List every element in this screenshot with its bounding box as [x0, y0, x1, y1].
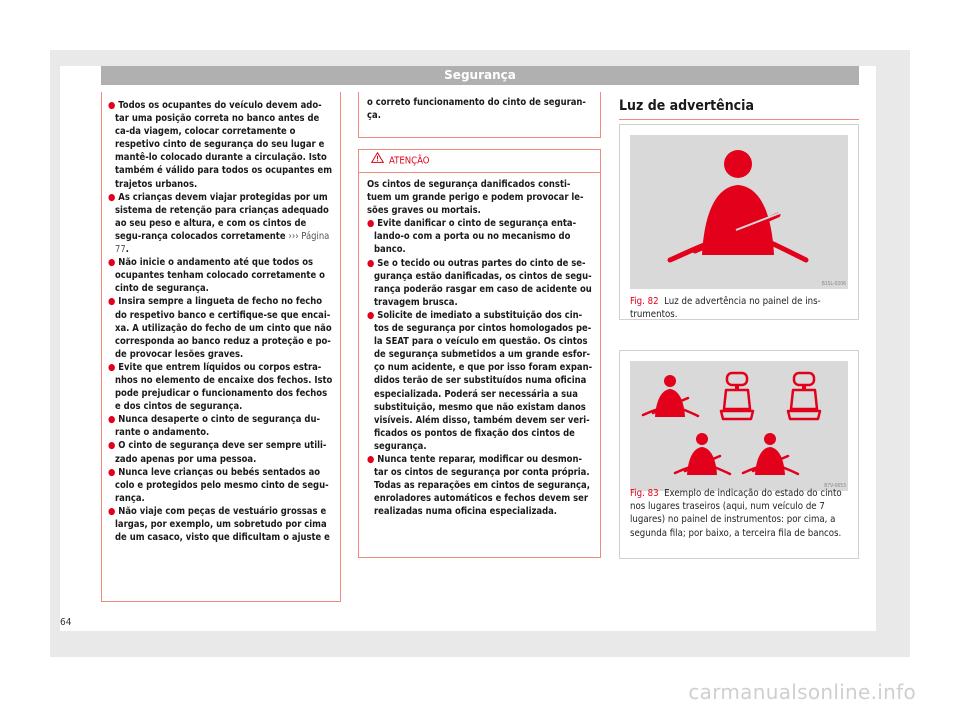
- warning-body: [359, 173, 600, 518]
- bullet-icon: ●: [108, 100, 119, 111]
- list-item: ● Não viaje com peças de vestuário grossas e largas, por exemplo, um sobretudo por cima de um casaco, visto que dificultam o ajuste e: [108, 505, 330, 544]
- bullet-icon: ●: [367, 309, 378, 321]
- rear-seatbelt-status-icon: [630, 361, 848, 491]
- figure-82-caption: Fig. 82 Luz de advertência no painel de ins-trumentos.: [630, 296, 821, 321]
- list-item: ● Insira sempre a lingueta de fecho no fecho do respetivo banco e certifique-se que encai-xa. A utilização do fecho de um cinto que não corresponda ao banco reduz a proteção e po-de provocar lesões graves.: [108, 296, 332, 360]
- bullet-icon: ●: [108, 466, 119, 478]
- warning-intro: Os cintos de segurança danificados consti-tuem um grande perigo e podem provocar le-sões graves ou mortais.: [367, 179, 584, 217]
- page-number: 64: [60, 617, 72, 628]
- safety-notes-column: [101, 92, 341, 602]
- watermark: carmanualsonline.info: [688, 680, 916, 704]
- bullet-icon: ●: [108, 361, 119, 373]
- section-title: Luz de advertência: [619, 98, 754, 114]
- bullet-icon: ●: [367, 257, 378, 269]
- list-item: ● O cinto de segurança deve ser sempre utili-zado apenas por uma pessoa.: [108, 440, 327, 465]
- warning-title: ATENÇÃO: [389, 155, 430, 167]
- bullet-icon: ●: [108, 191, 119, 203]
- bullet-icon: ●: [108, 257, 119, 269]
- continued-text: o correto funcionamento do cinto de seguran-ça.: [367, 97, 586, 122]
- bullet-icon: ●: [108, 414, 119, 426]
- list-item: ● Não inicie o andamento até que todos os ocupantes tenham colocado corretamente o cinto de segurança.: [108, 257, 325, 295]
- figure-code: B7V-0653: [824, 483, 846, 489]
- list-item: ● Nunca tente reparar, modificar ou desmon-tar os cintos de segurança por conta própria. Todas as reparações em cintos de segurança, enroladores automáticos e fechos devem ser realizadas numa oficina especializada.: [367, 453, 590, 518]
- figure-82-image: [630, 135, 848, 289]
- figure-83-caption: Fig. 83 Exemplo de indicação do estado do cinto nos lugares traseiros (aqui, num veículo de 7 lugares) no painel de instrumentos: por cima, a segunda fila; por baixo, a terceira fila de bancos.: [630, 488, 842, 539]
- list-item: ● Solicite de imediato a substituição dos cin-tos de segurança por cintos homologados pe-la SEAT para o veículo em questão. Os cintos de segurança submetidos a um grande esfor-ço num acidente, e que por isso foram expan-didos terão de ser substituídos numa oficina especializada. Poderá ser necessária a sua substituição, mesmo que não existam danos visíveis. Além disso, também devem ser veri-ficados os pontos de fixação dos cintos de segurança.: [367, 309, 593, 452]
- bullet-icon: ●: [108, 505, 119, 517]
- warning-box: [358, 149, 601, 558]
- figure-83: [619, 350, 859, 559]
- bullet-icon: ●: [108, 296, 119, 308]
- warning-header: [359, 150, 600, 173]
- figure-code: B1SL-0206: [821, 281, 846, 287]
- seatbelt-warning-icon: [630, 135, 848, 289]
- bullet-icon: ●: [367, 218, 378, 230]
- figure-83-image: [630, 361, 848, 491]
- page-reference-link[interactable]: ››› Página 77: [115, 230, 330, 256]
- list-item: ● Se o tecido ou outras partes do cinto de se-gurança estão danificadas, os cintos de segu-rança poderão rasgar em caso de acidente ou travagem brusca.: [367, 257, 592, 308]
- list-item: ● Evite danificar o cinto de segurança enta-lando-o com a porta ou no mecanismo do banco.: [367, 218, 577, 256]
- figure-82: [619, 124, 859, 320]
- list-item: ● Todos os ocupantes do veículo devem ado-tar uma posição correta no banco antes de ca-da viagem, colocar corretamente o respetivo cinto de segurança do seu lugar e mantê-lo colocado durante a circulação. Isto também é válido para todos os ocupantes em trajetos urbanos.: [108, 100, 333, 190]
- bullet-icon: ●: [108, 440, 119, 452]
- section-header: Segurança: [101, 66, 859, 85]
- bullet-icon: ●: [367, 453, 378, 465]
- list-item: ● As crianças devem viajar protegidas por um sistema de retenção para crianças adequado ao seu peso e altura, e com os cintos de segu-rança colocados corretamente ››› Página 77.: [108, 191, 330, 256]
- list-item: ● Nunca leve crianças ou bebés sentados ao colo e protegidos pelo mesmo cinto de segu-rança.: [108, 466, 329, 504]
- list-item: ● Nunca desaperte o cinto de segurança du-rante o andamento.: [108, 414, 320, 439]
- continued-text-box: [358, 92, 601, 138]
- warning-triangle-icon: [371, 150, 385, 172]
- list-item: ● Evite que entrem líquidos ou corpos estra-nhos no elemento de encaixe dos fechos. Isto pode prejudicar o funcionamento dos fechos e dos cintos de segurança.: [108, 361, 333, 413]
- section-divider: [619, 119, 859, 120]
